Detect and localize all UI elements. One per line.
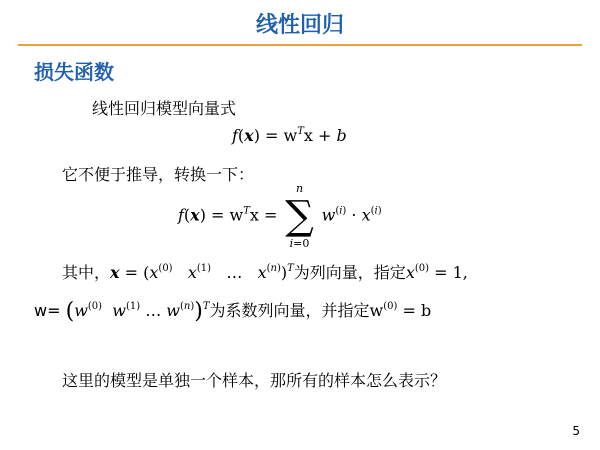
page-number: 5 [572, 424, 580, 438]
formula-summation: $f(x) = w^Tx$ = n ∑ i=0 $w^{(i)} \cdot x^{(i)}$ [178, 182, 382, 250]
formula-vector-form: $f(x) = w^Tx + b$ [232, 126, 347, 145]
x0-assignment: $x^{(0)} = 1$, [405, 263, 468, 282]
summation-symbol: n ∑ i=0 [285, 182, 314, 250]
title-divider [18, 44, 582, 46]
section-heading: 损失函数 [34, 60, 114, 84]
x-vector-expression: $x = (x^{(0)}$ $x^{(1)}$ … $x^{(n)})^T$ [110, 263, 294, 282]
x-definition-mid: 为列向量，指定 [293, 263, 406, 282]
slide-title: 线性回归 [255, 13, 344, 38]
w-definition-prefix: w= [34, 301, 61, 320]
w0-assignment: $w^{(0)} = b$ [369, 301, 432, 320]
x-definition [62, 260, 468, 283]
vector-form-label: 线性回归模型向量式 [92, 99, 237, 118]
w-definition-mid: 为系数列向量，并指定 [209, 301, 370, 320]
x-definition-prefix: 其中， [62, 263, 111, 282]
w-definition [34, 298, 431, 324]
transform-note: 它不便于推导，转换一下： [62, 165, 255, 184]
w-vector-expression: ($w^{(0)}$ $w^{(1)}$ … $w^{(n)})^T$ [65, 299, 210, 324]
question-text: 这里的模型是单独一个样本，那所有的样本怎么表示？ [62, 371, 447, 390]
